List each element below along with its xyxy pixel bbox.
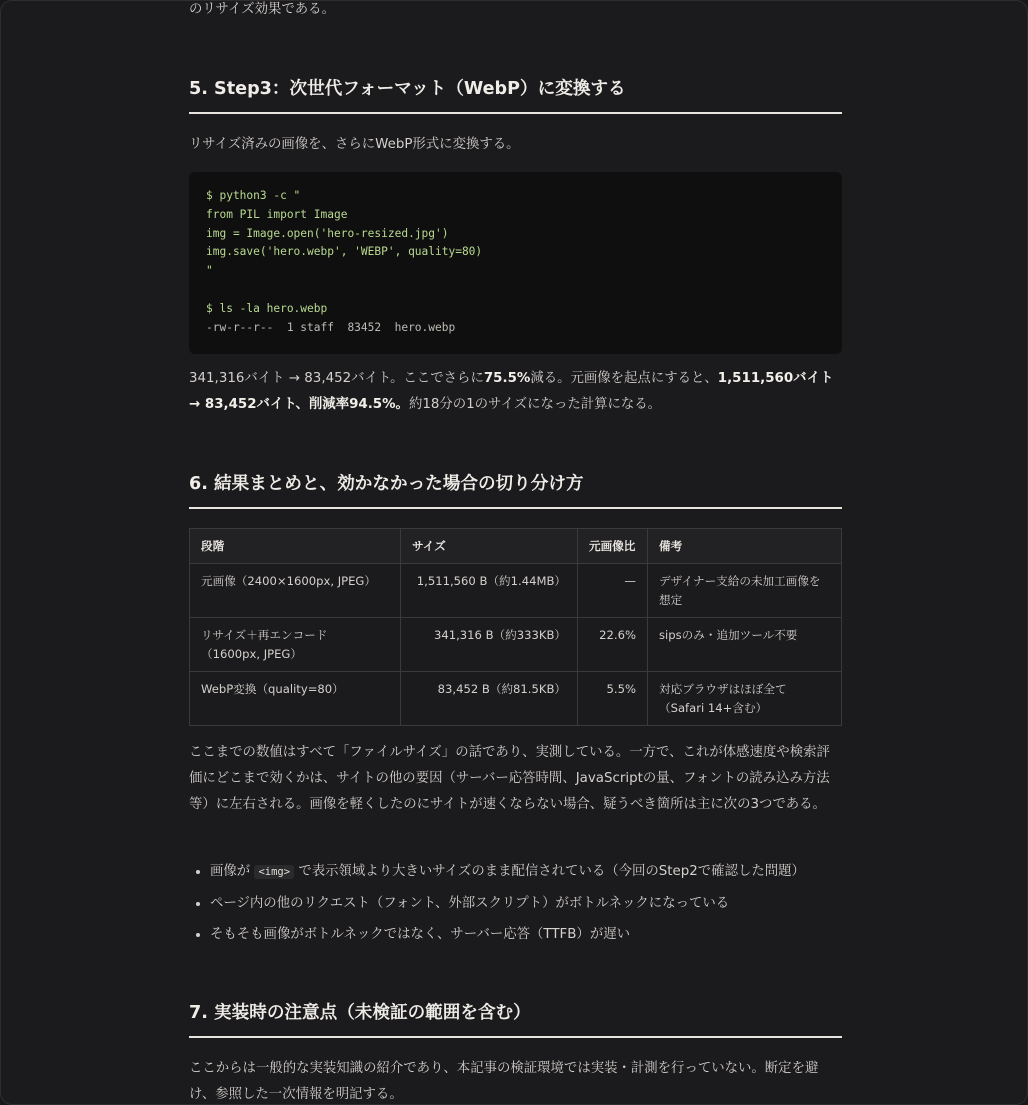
section-5-result — [189, 366, 842, 418]
cell-line: 元画像（2400×1600px, JPEG） — [201, 574, 377, 588]
list-item — [210, 888, 842, 919]
table-header-row — [190, 529, 842, 564]
column-header-ratio: 元画像比 — [578, 529, 648, 564]
section-5-heading: 5. Step3：次世代フォーマット（WebP）に変換する — [189, 76, 842, 114]
cell-size: 1,511,560 B（約1.44MB） — [401, 564, 578, 618]
code-line: img = Image.open('hero-resized.jpg') — [206, 226, 449, 240]
cell-line: デザイナー支給の未加工画像を — [659, 574, 821, 588]
list-item-text: 画像が — [210, 864, 251, 879]
cell-ratio: — — [578, 564, 648, 618]
code-line: $ ls -la hero.webp — [206, 301, 328, 315]
cell-stage — [190, 618, 401, 672]
result-emphasis: 1,511,560バイト → 83,452バイト、削減率94.5%。 — [189, 371, 834, 412]
list-item — [210, 856, 842, 888]
column-header-stage: 段階 — [190, 529, 401, 564]
cell-note — [648, 564, 842, 618]
code-block[interactable] — [189, 172, 842, 354]
cell-ratio: 5.5% — [578, 672, 648, 726]
table-row — [190, 672, 842, 726]
cell-size: 83,452 B（約81.5KB） — [401, 672, 578, 726]
results-table — [189, 528, 842, 726]
code-line: from PIL import Image — [206, 207, 348, 221]
cell-stage — [190, 564, 401, 618]
cell-ratio: 22.6% — [578, 618, 648, 672]
code-line: $ python3 -c " — [206, 189, 301, 202]
bottleneck-list — [189, 856, 842, 950]
section-6-heading: 6. 結果まとめと、効かなかった場合の切り分け方 — [189, 471, 842, 509]
previous-paragraph-tail: のリサイズ効果である。 — [189, 2, 335, 17]
section-6-body: ここまでの数値はすべて「ファイルサイズ」の話であり、実測している。一方で、これが体感速度や検索評価にどこまで効くかは、サイトの他の要因（サーバー応答時間、JavaScriptの量、フォントの読み込み方法等）に左右される。画像を軽くしたのにサイトが速くならない場合、疑うべき箇所は主に次の3つである。 — [189, 745, 830, 812]
list-item-text: ページ内の他のリクエスト（フォント、外部スクリプト）がボトルネックになっている — [210, 896, 730, 911]
result-text: 341,316バイト → 83,452バイト。ここでさらに — [189, 371, 484, 386]
result-emphasis: 75.5% — [483, 371, 531, 386]
list-item-text: そもそも画像がボトルネックではなく、サーバー応答（TTFB）が遅い — [210, 927, 630, 942]
result-text: 減る。元画像を起点にすると、 — [530, 371, 718, 386]
result-text: 約18分の1のサイズになった計算になる。 — [408, 397, 662, 412]
code-output-line: -rw-r--r-- 1 staff 83452 hero.webp — [206, 320, 456, 334]
inline-code: <img> — [254, 865, 294, 879]
section-7-heading: 7. 実装時の注意点（未検証の範囲を含む） — [189, 1000, 842, 1038]
code-line: " — [206, 264, 213, 278]
code-line: img.save('hero.webp', 'WEBP', quality=80) — [206, 245, 483, 259]
code-line — [206, 281, 825, 300]
cell-line: 想定 — [659, 593, 683, 607]
list-item-text: で表示領域より大きいサイズのまま配信されている（今回のStep2で確認した問題） — [298, 864, 805, 879]
table-row — [190, 564, 842, 618]
cell-line: （Safari 14+含む） — [659, 701, 768, 715]
section-7-body: ここからは一般的な実装知識の紹介であり、本記事の検証環境では実装・計測を行っていない。断定を避け、参照した一次情報を明記する。 — [189, 1061, 819, 1102]
list-item — [210, 919, 842, 950]
cell-line: WebP変換（quality=80） — [201, 682, 344, 696]
cell-note — [648, 618, 842, 672]
cell-line: sipsのみ・追加ツール不要 — [659, 628, 798, 642]
section-5-intro: リサイズ済みの画像を、さらにWebP形式に変換する。 — [189, 137, 520, 152]
cell-note — [648, 672, 842, 726]
cell-size: 341,316 B（約333KB） — [401, 618, 578, 672]
cell-stage — [190, 672, 401, 726]
cell-line: リサイズ＋再エンコード — [201, 628, 328, 642]
column-header-size: サイズ — [401, 529, 578, 564]
cell-line: （1600px, JPEG） — [201, 647, 303, 661]
table-row — [190, 618, 842, 672]
column-header-note: 備考 — [648, 529, 842, 564]
cell-line: 対応ブラウザはほぼ全て — [659, 682, 787, 696]
